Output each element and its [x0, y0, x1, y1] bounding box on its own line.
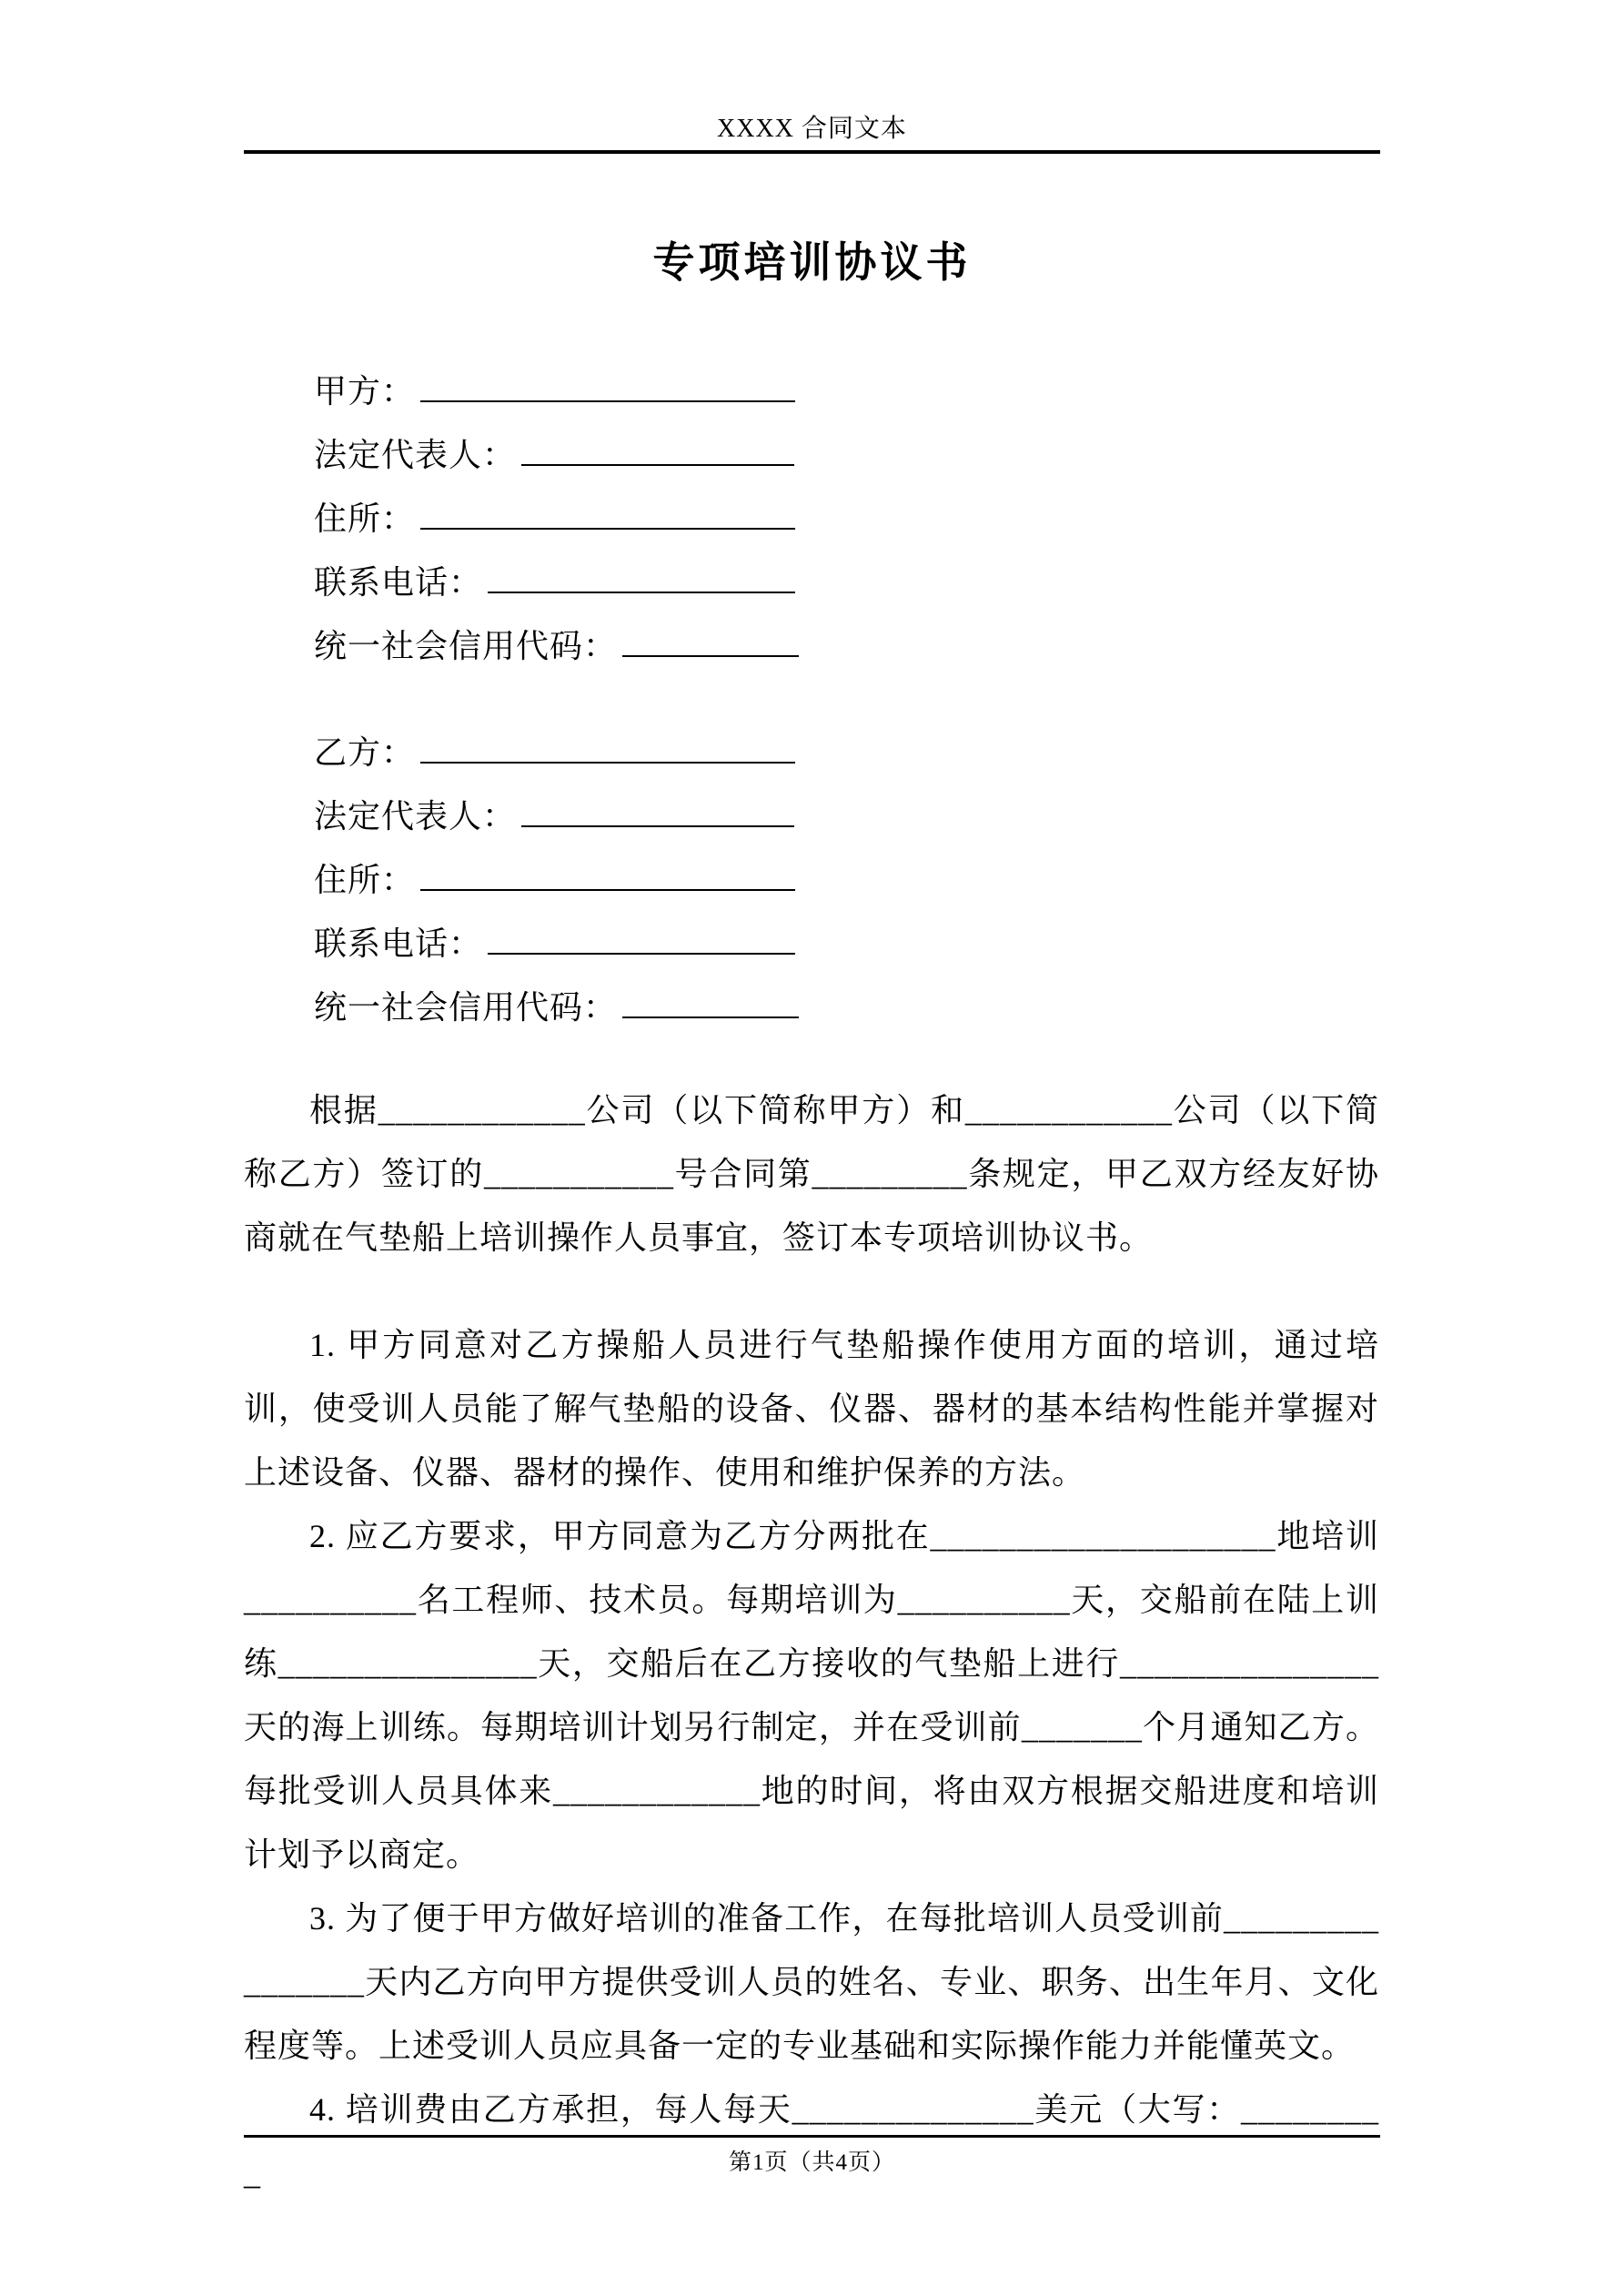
field-label: 统一社会信用代码：: [314, 989, 618, 1026]
field-blank: [420, 491, 795, 530]
field-row-party-a-legal-representative: [314, 423, 799, 487]
paragraph-clause-4: 4. 培训费由乙方承担，每人每天______________美元（大写：_________: [244, 2091, 1379, 2191]
field-blank: [622, 619, 799, 657]
contract-body: [244, 1078, 1379, 2205]
field-label: 法定代表人：: [314, 437, 517, 473]
field-blank: [488, 555, 795, 593]
field-row-party-a-name: [314, 359, 799, 423]
field-blank: [521, 789, 794, 827]
paragraph-clause-1: 1. 甲方同意对乙方操船人员进行气垫船操作使用方面的培训，通过培训，使受训人员能了解气垫船的设备、仪器、器材的基本结构性能并掌握对上述设备、仪器、器材的操作、使用和维护保养的方法。: [244, 1327, 1379, 1491]
field-blank: [420, 364, 795, 402]
field-label: 乙方：: [314, 734, 416, 771]
header-text: XXXX 合同文本: [717, 115, 907, 143]
page-number: 第1页（共4页）: [728, 2150, 895, 2175]
page-header: [244, 0, 1380, 154]
field-row-party-a-credit-code: [314, 614, 799, 678]
field-blank: [622, 980, 799, 1018]
field-label: 住所：: [314, 862, 416, 898]
field-label: 联系电话：: [314, 925, 483, 962]
field-label: 甲方：: [314, 373, 416, 410]
field-label: 法定代表人：: [314, 798, 517, 834]
paragraph-clause-2: 2. 应乙方要求，甲方同意为乙方分两批在____________________地培训__________名工程师、技术员。每期培训为__________天，交船前在陆上训练_______________天，交船后在乙方接收的气垫船上进行_______________天的海上训练。每期培训计划另行制定，并在受训前_______个月通知乙方。每批受训人员具体来____________地的时间，将由双方根据交船进度和培训计划予以商定。: [244, 1518, 1379, 1873]
field-blank: [420, 853, 795, 891]
field-row-party-b-name: [314, 721, 799, 784]
field-row-party-a-address: [314, 487, 799, 551]
field-row-party-a-phone: [314, 551, 799, 614]
page-title: 专项培训协议书: [652, 238, 972, 287]
field-row-party-b-phone: [314, 912, 799, 976]
field-row-party-b-legal-representative: [314, 784, 799, 848]
party-a-section: [314, 359, 799, 678]
field-row-party-b-credit-code: [314, 976, 799, 1039]
paragraph-clause-3: 3. 为了便于甲方做好培训的准备工作，在每批培训人员受训前________________天内乙方向甲方提供受训人员的姓名、专业、职务、出生年月、文化程度等。上述受训人员应具备一定的专业基础和实际操作能力并能懂英文。: [244, 1900, 1379, 2064]
field-label: 住所：: [314, 501, 416, 537]
field-blank: [420, 725, 795, 764]
field-row-party-b-address: [314, 848, 799, 912]
page-footer: [244, 2135, 1380, 2177]
party-b-section: [314, 721, 799, 1039]
field-blank: [488, 916, 795, 955]
field-label: 统一社会信用代码：: [314, 628, 618, 664]
field-blank: [521, 428, 794, 466]
field-label: 联系电话：: [314, 564, 483, 601]
paragraph-intro: 根据____________公司（以下简称甲方）和____________公司（以下简称乙方）签订的___________号合同第_________条规定，甲乙双方经友好协商就在气垫船上培训操作人员事宜，签订本专项培训协议书。: [244, 1092, 1379, 1256]
